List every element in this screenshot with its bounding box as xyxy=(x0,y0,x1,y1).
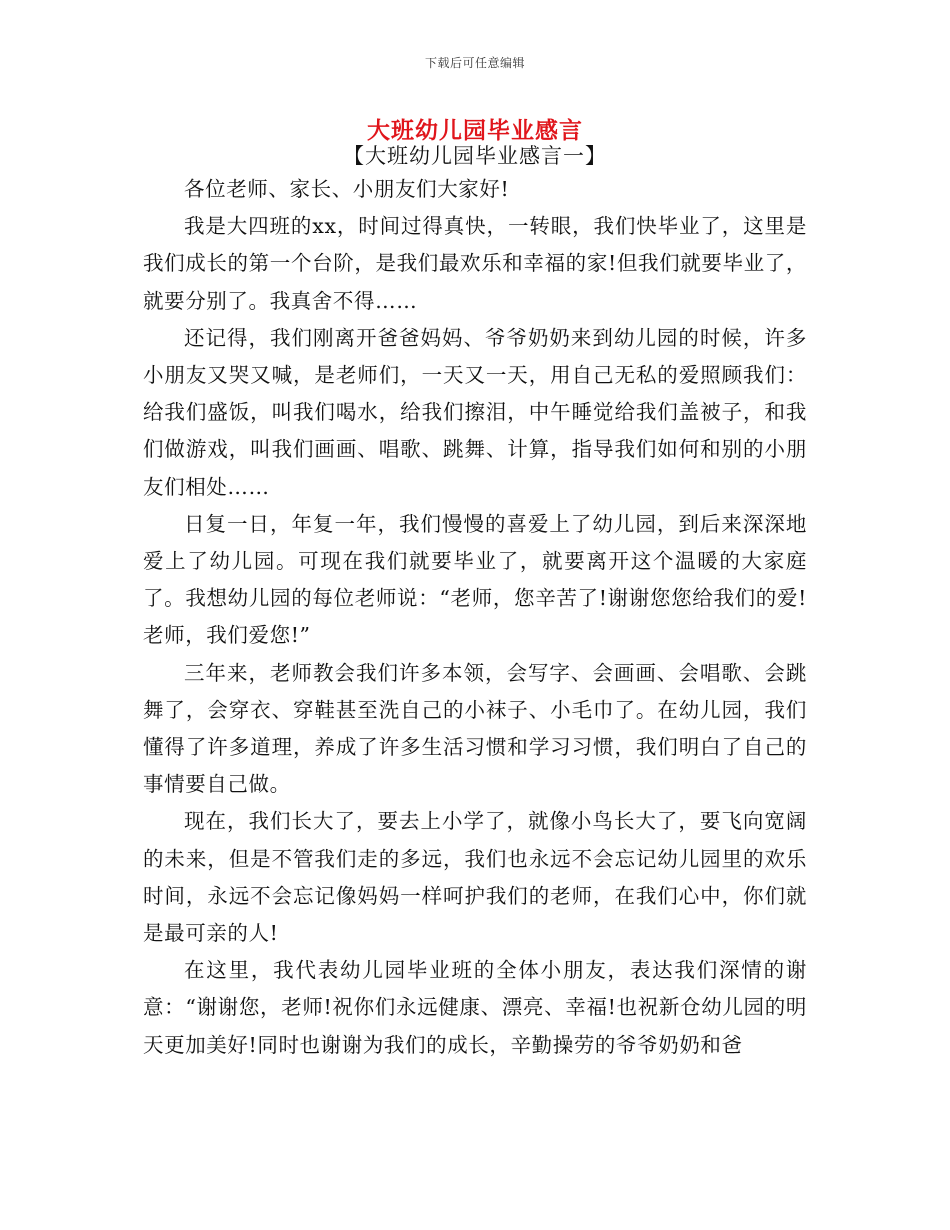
paragraph: 我是大四班的xx，时间过得真快，一转眼，我们快毕业了，这里是我们成长的第一个台阶，是我们最欢乐和幸福的家!但我们就要毕业了，就要分别了。我真舍不得…… xyxy=(143,214,807,313)
paragraph: 现在，我们长大了，要去上小学了，就像小鸟长大了，要飞向宽阔的未来，但是不管我们走的多远，我们也永远不会忘记幼儿园里的欢乐时间，永远不会忘记像妈妈一样呵护我们的老师，在我们心中，你们就是最可亲的人! xyxy=(143,809,807,946)
document-body xyxy=(143,171,807,1064)
paragraph: 还记得，我们刚离开爸爸妈妈、爷爷奶奶来到幼儿园的时候，许多小朋友又哭又喊，是老师们，一天又一天，用自己无私的爱照顾我们：给我们盛饭，叫我们喝水，给我们擦泪，中午睡觉给我们盖被子，和我们做游戏，叫我们画画、唱歌、跳舞、计算，指导我们如何和别的小朋友们相处…… xyxy=(143,325,807,499)
header-note: 下载后可任意编辑 xyxy=(424,56,525,70)
paragraph-greeting: 各位老师、家长、小朋友们大家好! xyxy=(184,177,510,201)
document-subtitle: 【大班幼儿园毕业感言一】 xyxy=(343,144,607,168)
paragraph: 三年来，老师教会我们许多本领，会写字、会画画、会唱歌、会跳舞了，会穿衣、穿鞋甚至洗自己的小袜子、小毛巾了。在幼儿园，我们懂得了许多道理，养成了许多生活习惯和学习习惯，我们明白了自己的事情要自己做。 xyxy=(143,660,807,797)
paragraph: 在这里，我代表幼儿园毕业班的全体小朋友，表达我们深情的谢意：“谢谢您，老师!祝你们永远健康、漂亮、幸福!也祝新仓幼儿园的明天更加美好!同时也谢谢为我们的成长，辛勤操劳的爷爷奶奶和爸 xyxy=(143,958,807,1057)
document-title: 大班幼儿园毕业感言 xyxy=(367,117,583,144)
paragraph: 日复一日，年复一年，我们慢慢的喜爱上了幼儿园，到后来深深地爱上了幼儿园。可现在我们就要毕业了，就要离开这个温暖的大家庭了。我想幼儿园的每位老师说：“老师，您辛苦了!谢谢您您给我们的爱!老师，我们爱您!” xyxy=(143,511,807,648)
